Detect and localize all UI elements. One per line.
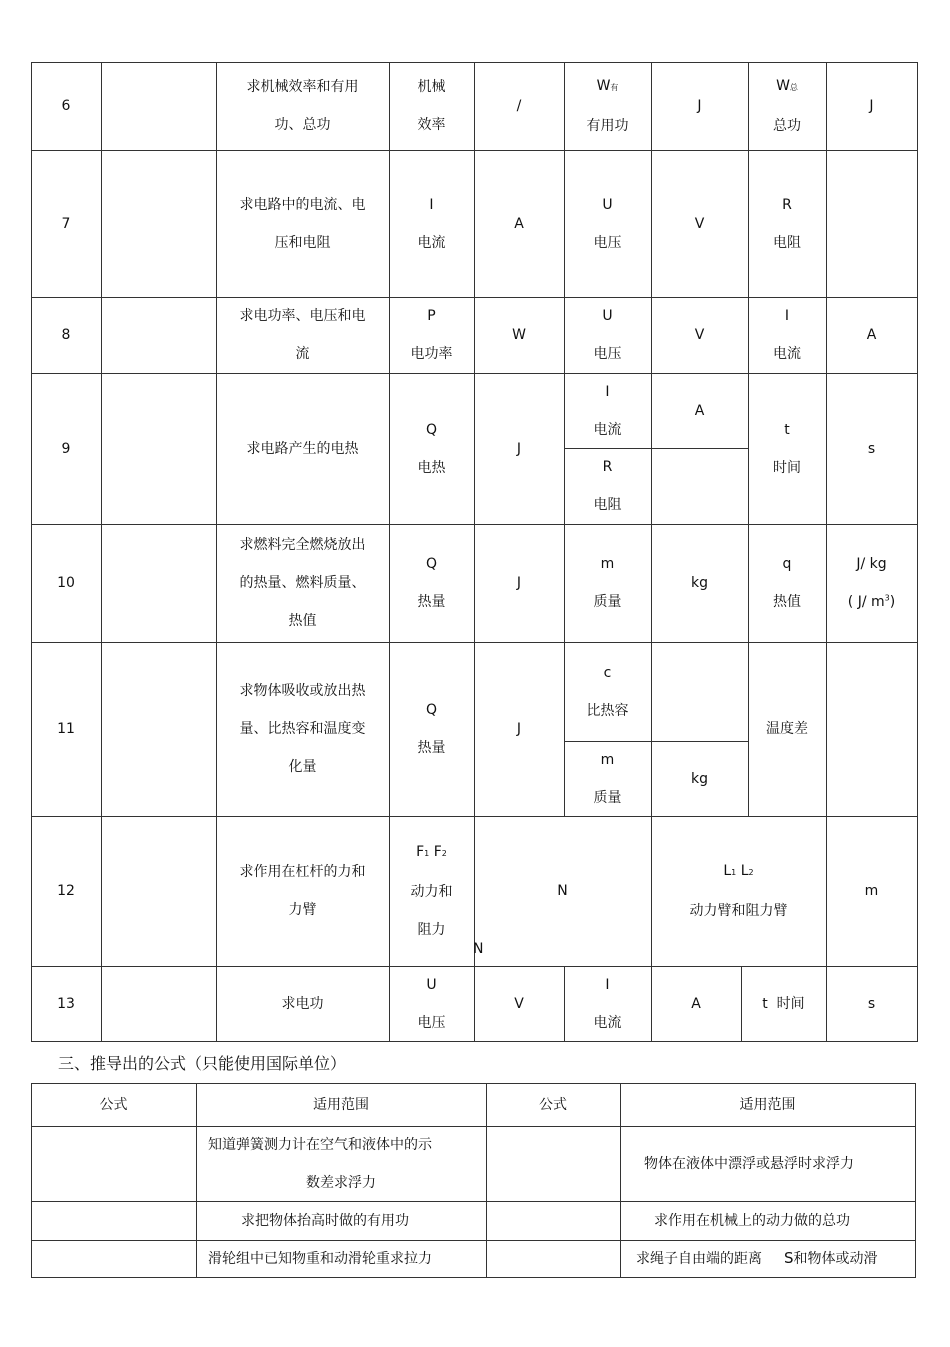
variable-cell	[564, 741, 651, 816]
description-cell	[216, 150, 389, 297]
quantity-name: 电功率	[410, 346, 453, 362]
variable-name: 电流	[593, 421, 622, 438]
variable-name: 比热容	[586, 702, 629, 719]
variable-cell	[748, 642, 826, 816]
symbol-subscript: 1	[731, 868, 737, 877]
unit-text: kg	[691, 770, 708, 787]
description-line: 求燃料完全燃烧放出	[239, 537, 366, 553]
symbol-letter: F	[433, 844, 442, 860]
column-header	[31, 1083, 196, 1126]
unit-part: ( J/ m	[847, 594, 885, 610]
symbol-subscript: 总	[789, 83, 798, 92]
row-number	[31, 642, 101, 816]
variable-cell	[564, 297, 651, 373]
unit-cell	[651, 373, 748, 448]
range-line: 求把物体抬高时做的有用功	[241, 1212, 409, 1229]
unit-cell	[826, 297, 917, 373]
quantity-cell	[389, 642, 474, 816]
row-number-text: 10	[57, 575, 75, 591]
range-line: 滑轮组中已知物重和动滑轮重求拉力	[208, 1250, 432, 1267]
header-text: 公式	[99, 1096, 128, 1113]
variable-cell	[564, 966, 651, 1041]
variable-cell	[564, 150, 651, 297]
unit-cell	[651, 642, 748, 741]
column-header	[620, 1083, 915, 1126]
row-number	[31, 373, 101, 524]
unit-cell	[826, 966, 917, 1041]
variable-symbol: U	[602, 308, 613, 324]
description-cell	[216, 297, 389, 373]
description-line: 量、比热容和温度变	[239, 721, 366, 737]
quantity-name: 电热	[417, 459, 446, 476]
unit-text	[848, 583, 895, 621]
row-number	[31, 62, 101, 150]
unit-cell	[826, 816, 917, 966]
unit-text: N	[557, 883, 568, 899]
description-cell	[216, 642, 389, 816]
variable-name: 电压	[593, 346, 622, 362]
unit-cell	[651, 966, 741, 1041]
row-number	[31, 524, 101, 642]
variable-cell	[748, 373, 826, 524]
unit-cell	[826, 62, 917, 150]
unit-cell	[651, 297, 748, 373]
quantity-symbol	[416, 833, 447, 873]
unit-cell	[474, 62, 564, 150]
description-line: 力臂	[288, 902, 317, 918]
row-number-text: 7	[61, 215, 71, 232]
symbol-subscript: 有	[610, 83, 619, 92]
unit-cell	[651, 150, 748, 297]
description-line: 功、总功	[274, 117, 331, 133]
variable-cell	[748, 297, 826, 373]
unit-text: A	[866, 327, 877, 343]
row-number-text: 6	[61, 98, 71, 114]
description-line: 热值	[288, 613, 317, 629]
quantity-cell	[389, 816, 474, 966]
variable-symbol: I	[605, 383, 610, 400]
quantity-symbol: Q	[425, 556, 438, 572]
unit-cell	[474, 816, 651, 966]
description-line: 求电路产生的电热	[246, 440, 359, 457]
range-cell	[196, 1126, 486, 1201]
quantity-name: 电压	[417, 1014, 446, 1031]
range-line: 求作用在机械上的动力做的总功	[654, 1212, 850, 1229]
unit-cell	[826, 642, 917, 816]
symbol-letter: F	[416, 844, 425, 860]
unit-text: J	[697, 98, 702, 114]
unit-text: J	[869, 98, 874, 114]
header-text: 适用范围	[313, 1096, 369, 1113]
range-text: 和物体或动滑	[793, 1251, 878, 1267]
description-line: 求电功率、电压和电	[239, 308, 366, 324]
quantity-name: 热量	[417, 594, 446, 610]
unit-cell	[651, 448, 748, 524]
unit-cell	[826, 373, 917, 524]
row-number-text: 9	[61, 440, 71, 457]
description-line: 求物体吸收或放出热	[239, 683, 366, 699]
row-number	[31, 150, 101, 297]
unit-cell	[474, 966, 564, 1041]
quantity-cell	[389, 150, 474, 297]
description-line: 求作用在杠杆的力和	[239, 864, 366, 880]
unit-text: J	[516, 575, 522, 591]
description-line: 压和电阻	[274, 234, 331, 251]
variable-symbol: I	[605, 976, 610, 993]
variable-symbol: U	[602, 196, 613, 213]
variable-name: t 时间	[762, 995, 805, 1012]
variable-symbol	[723, 852, 753, 892]
formula-cell	[31, 1201, 196, 1240]
quantity-cell	[389, 373, 474, 524]
description-line: 求电功	[281, 995, 324, 1012]
range-line: 数差求浮力	[306, 1174, 376, 1191]
range-cell	[196, 1240, 486, 1277]
unit-text: J	[516, 440, 522, 457]
range-symbol: S	[784, 1249, 794, 1267]
range-cell	[620, 1126, 915, 1201]
quantity-cell	[389, 524, 474, 642]
quantity-symbol: Q	[425, 702, 438, 718]
section-heading: 三、推导出的公式（只能使用国际单位）	[58, 1054, 347, 1073]
column-header	[196, 1083, 486, 1126]
quantity-symbol: Q	[425, 421, 438, 438]
unit-superscript: 3	[884, 593, 890, 603]
variable-name: 质量	[593, 789, 622, 806]
variable-name: 电阻	[593, 497, 622, 513]
variable-symbol: c	[603, 664, 612, 681]
description-cell	[216, 966, 389, 1041]
quantity-name: 效率	[417, 117, 446, 133]
description-line: 的热量、燃料质量、	[239, 575, 366, 591]
unit-cell	[651, 741, 748, 816]
description-cell	[216, 62, 389, 150]
row-number-text: 13	[57, 995, 75, 1012]
unit-text: V	[694, 327, 705, 343]
formula-cell	[31, 1126, 196, 1201]
unit-cell	[651, 62, 748, 150]
quantity-cell	[389, 297, 474, 373]
variable-name: 时间	[773, 459, 801, 476]
variable-symbol: m	[600, 556, 615, 572]
unit-text: A	[691, 995, 701, 1012]
symbol-subscript: 2	[441, 849, 447, 858]
row-number	[31, 816, 101, 966]
unit-text: W	[512, 327, 526, 343]
range-cell	[620, 1201, 915, 1240]
unit-text: m	[864, 883, 879, 899]
variable-name: 温度差	[766, 721, 808, 737]
variable-cell	[564, 448, 651, 524]
variable-name: 动力臂和阻力臂	[689, 903, 788, 919]
unit-cell	[474, 150, 564, 297]
variable-cell	[564, 62, 651, 150]
variable-symbol	[597, 67, 619, 107]
symbol-subscript: 1	[424, 849, 430, 858]
quantity-name: 热量	[417, 740, 446, 756]
variable-name: 电流	[773, 346, 801, 362]
quantity-symbol: U	[426, 976, 437, 993]
variable-name: 电阻	[773, 234, 801, 251]
variable-symbol: m	[600, 751, 615, 768]
quantity-cell	[389, 966, 474, 1041]
variable-symbol: t	[784, 421, 790, 438]
symbol-letter: L	[740, 863, 749, 879]
variable-name: 有用功	[586, 118, 629, 134]
variable-name: 质量	[593, 594, 622, 610]
description-line: 化量	[288, 759, 317, 775]
variable-symbol: R	[782, 196, 792, 213]
unit-cell	[826, 150, 917, 297]
formula-cell	[31, 1240, 196, 1277]
description-cell	[216, 373, 389, 524]
unit-cell	[474, 524, 564, 642]
unit-cell	[651, 524, 748, 642]
range-line: 物体在液体中漂浮或悬浮时求浮力	[644, 1155, 854, 1172]
formula-cell	[486, 1201, 620, 1240]
stray-unit-text: N	[473, 941, 484, 957]
row-number	[31, 966, 101, 1041]
unit-text: s	[867, 995, 876, 1012]
quantity-name: 电流	[417, 234, 446, 251]
variable-cell	[748, 524, 826, 642]
quantity-name: 阻力	[417, 922, 446, 938]
range-cell	[196, 1201, 486, 1240]
unit-text: A	[694, 402, 705, 419]
row-number-text: 11	[57, 721, 75, 737]
range-cell	[620, 1240, 915, 1277]
description-line: 流	[295, 346, 310, 362]
quantity-symbol: 机械	[417, 79, 446, 95]
unit-cell	[826, 524, 917, 642]
variable-symbol	[776, 67, 798, 107]
variable-cell	[564, 524, 651, 642]
unit-text: kg	[691, 575, 708, 591]
quantity-name: 动力和	[410, 884, 453, 900]
variable-cell	[748, 150, 826, 297]
description-cell	[216, 816, 389, 966]
description-line: 求电路中的电流、电	[239, 196, 366, 213]
formula-cell	[486, 1126, 620, 1201]
row-number-text: 12	[57, 883, 75, 899]
variable-cell	[651, 816, 826, 966]
unit-cell	[474, 373, 564, 524]
variable-symbol: q	[782, 556, 792, 572]
variable-name: 电压	[593, 234, 622, 251]
variable-cell	[741, 966, 826, 1041]
symbol-letter: L	[723, 863, 732, 879]
formula-cell	[486, 1240, 620, 1277]
quantity-symbol: P	[427, 308, 436, 324]
header-text: 适用范围	[739, 1096, 796, 1113]
symbol-letter: W	[596, 78, 611, 94]
symbol-letter: W	[776, 78, 790, 94]
description-cell	[216, 524, 389, 642]
unit-text: V	[514, 995, 524, 1012]
variable-name: 总功	[773, 118, 801, 134]
variable-name: 电流	[593, 1014, 622, 1031]
quantity-symbol: I	[429, 196, 434, 213]
unit-text: J/ kg	[856, 556, 887, 572]
unit-part: )	[889, 594, 896, 610]
range-line	[636, 1239, 878, 1278]
row-number	[31, 297, 101, 373]
variable-cell	[564, 642, 651, 741]
unit-text: A	[514, 215, 524, 232]
quantity-cell	[389, 62, 474, 150]
variable-cell	[748, 62, 826, 150]
row-number-text: 8	[61, 327, 71, 343]
variable-symbol: R	[602, 459, 613, 475]
variable-symbol: I	[784, 308, 790, 324]
header-text: 公式	[539, 1096, 567, 1113]
column-header	[486, 1083, 620, 1126]
unit-cell	[474, 297, 564, 373]
unit-text: s	[867, 440, 876, 457]
unit-text: J	[516, 721, 522, 737]
unit-text: /	[516, 98, 522, 114]
description-line: 求机械效率和有用	[246, 79, 359, 95]
unit-cell	[474, 642, 564, 816]
range-line: 知道弹簧测力计在空气和液体中的示	[208, 1136, 432, 1153]
symbol-subscript: 2	[748, 868, 754, 877]
unit-text: V	[694, 215, 705, 232]
range-text: 求绳子自由端的距离	[636, 1251, 762, 1267]
variable-cell	[564, 373, 651, 448]
variable-name: 热值	[773, 594, 801, 610]
